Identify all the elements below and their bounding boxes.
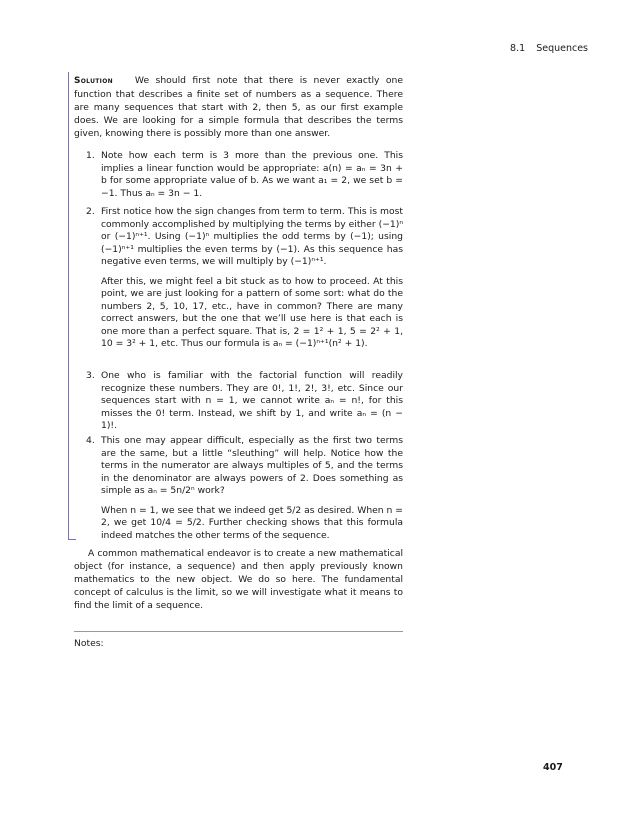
list-item (86, 150, 403, 200)
item-number: 3. (86, 370, 95, 381)
page-number: 407 (543, 762, 563, 773)
item-number: 1. (86, 150, 95, 161)
item-paragraph: After this, we might feel a bit stuck as to how to proceed. At this point, we are just looking for a pattern of some sort: what do the numbers 2, 5, 10, 17, etc., have in common? There are many correct answers, but the one that we’ll use here is that each is one more than a perfect square. That is, 2 = 1² + 1, 5 = 2² + 1, 10 = 3² + 1, etc. Thus our formula is aₙ = (−1)ⁿ⁺¹(n² + 1). (101, 275, 403, 349)
running-header (510, 43, 588, 54)
item-paragraph: This one may appear difficult, especially as the first two terms are the same, but a little “sleuthing” will help. Notice how the terms in the numerator are always multiples of 5, and the terms in the denominator are always powers of 2. Does something as simple as aₙ = 5n/2ⁿ work? (101, 435, 403, 496)
closing-paragraph: A common mathematical endeavor is to create a new mathematical object (for instance, a sequence) and then apply previously known mathematics to the new object. We do so here. The fundamental concept of calculus is the limit, so we will investigate what it means to find the limit of a sequence. (74, 548, 403, 611)
solution-end-tick (68, 539, 76, 540)
item-paragraph: When n = 1, we see that we indeed get 5/2 as desired. When n = 2, we get 10/4 = 5/2. Further checking shows that this formula indeed matches the other terms of the sequence. (101, 504, 403, 541)
section-number: 8.1 (510, 43, 526, 54)
list-item (86, 206, 403, 351)
list-item (86, 435, 403, 542)
item-number: 4. (86, 435, 95, 446)
solution-intro-text: We should first note that there is never exactly one function that describes a finite set of numbers as a sequence. There are many sequences that start with 2, then 5, as our first example does. We are looking for a simple formula that describes the terms given, knowing there is possibly more than one answer. (74, 75, 403, 139)
notes-divider (74, 631, 403, 632)
section-title: Sequences (536, 43, 588, 54)
item-paragraph: Note how each term is 3 more than the previous one. This implies a linear function would be appropriate: a(n) = aₙ = 3n + b for some appropriate value of b. As we want a₁ = 2, we set b = −1. Thus aₙ = 3n − 1. (101, 150, 403, 199)
solution-label: Solution (74, 76, 113, 86)
solution-margin-bar (68, 72, 69, 540)
item-paragraph: First notice how the sign changes from term to term. This is most commonly accomplished by multiplying the terms by either (−1)ⁿ or (−1)ⁿ⁺¹. Using (−1)ⁿ multiplies the odd terms by (−1); using (−1)ⁿ⁺¹ multiplies the even terms by (−1). As this sequence has negative even terms, we will multiply by (−1)ⁿ⁺¹. (101, 206, 403, 267)
item-paragraph: One who is familiar with the factorial function will readily recognize these numbers. They are 0!, 1!, 2!, 3!, etc. Since our sequences start with n = 1, we cannot write aₙ = n!, for this misses the 0! term. Instead, we shift by 1, and write aₙ = (n − 1)!. (101, 370, 403, 431)
solution-intro (74, 74, 403, 140)
item-number: 2. (86, 206, 95, 217)
list-item (86, 370, 403, 433)
notes-label: Notes: (74, 638, 104, 649)
